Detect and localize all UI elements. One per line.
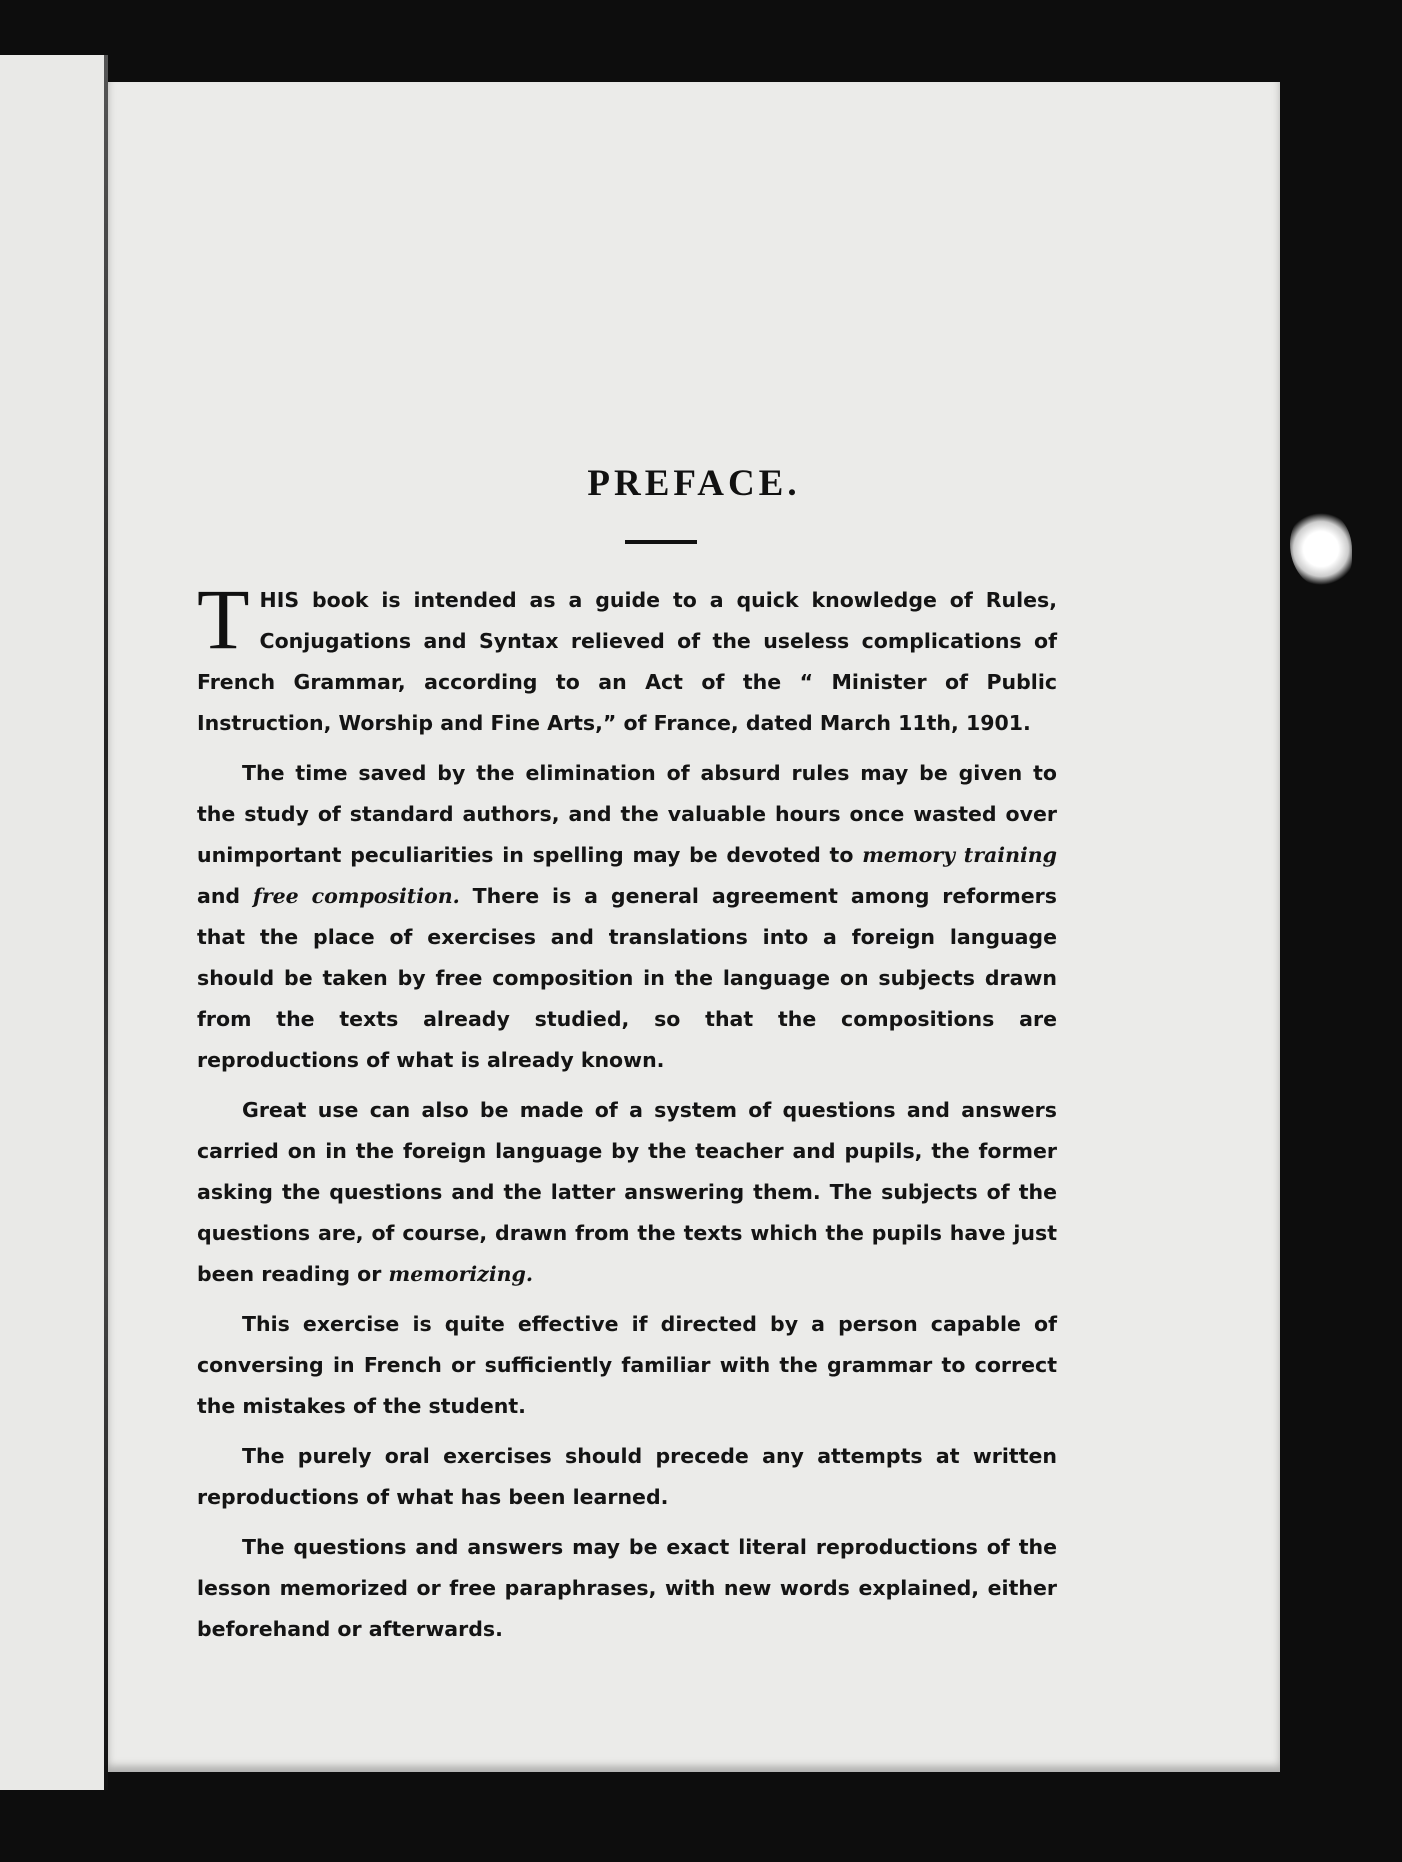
preface-body (197, 571, 1058, 1659)
paragraph-6: The questions and answers may be exact literal reproductions of the lesson memorized or free paraphrases, with new words explained, either beforehand or afterwards. (197, 1535, 1057, 1641)
drop-cap: T (197, 571, 250, 667)
paragraph-2-part-b: and (197, 884, 253, 908)
paragraph-2-part-a: The time saved by the elimination of absurd rules may be given to the study of standard authors, and the valuable hours once wasted over unimportant peculiarities in spelling may be devoted to (197, 761, 1057, 867)
paragraph-2-part-c: There is a general agreement among reformers that the place of exercises and translations into a foreign language should be taken by free composition in the language on subjects drawn from the texts already studied, so that the compositions are reproductions of what is already known. (197, 884, 1057, 1072)
paper-damage-spot (1290, 510, 1352, 588)
emphasis-free-composition: free composition. (253, 884, 460, 908)
facing-page-edge (0, 55, 108, 1790)
emphasis-memorizing: memorizing. (388, 1262, 533, 1286)
paragraph-1-text: HIS book is intended as a guide to a quick knowledge of Rules, Conjugations and Syntax relieved of the useless complications of French Grammar, according to an Act of the “ Minister of Public Instruction, Worship and Fine Arts,” of France, dated March 11th, 1901. (197, 588, 1057, 735)
paragraph-4: This exercise is quite effective if directed by a person capable of conversing in French or sufficiently familiar with the grammar to correct the mistakes of the student. (197, 1312, 1057, 1418)
title-rule (625, 540, 697, 544)
paragraph-3 (197, 1090, 1057, 1295)
page-title: PREFACE. (587, 463, 801, 504)
emphasis-memory-training: memory training (862, 843, 1058, 867)
paragraph-1 (197, 571, 1057, 744)
book-page (108, 82, 1280, 1772)
paragraph-5: The purely oral exercises should precede any attempts at written reproductions of what has been learned. (197, 1444, 1057, 1509)
paragraph-3-part-a: Great use can also be made of a system of questions and answers carried on in the foreign language by the teacher and pupils, the former asking the questions and the latter answering them. The subjects of the questions are, of course, drawn from the texts which the pupils have just been reading or (197, 1098, 1057, 1286)
paragraph-2 (197, 753, 1057, 1081)
